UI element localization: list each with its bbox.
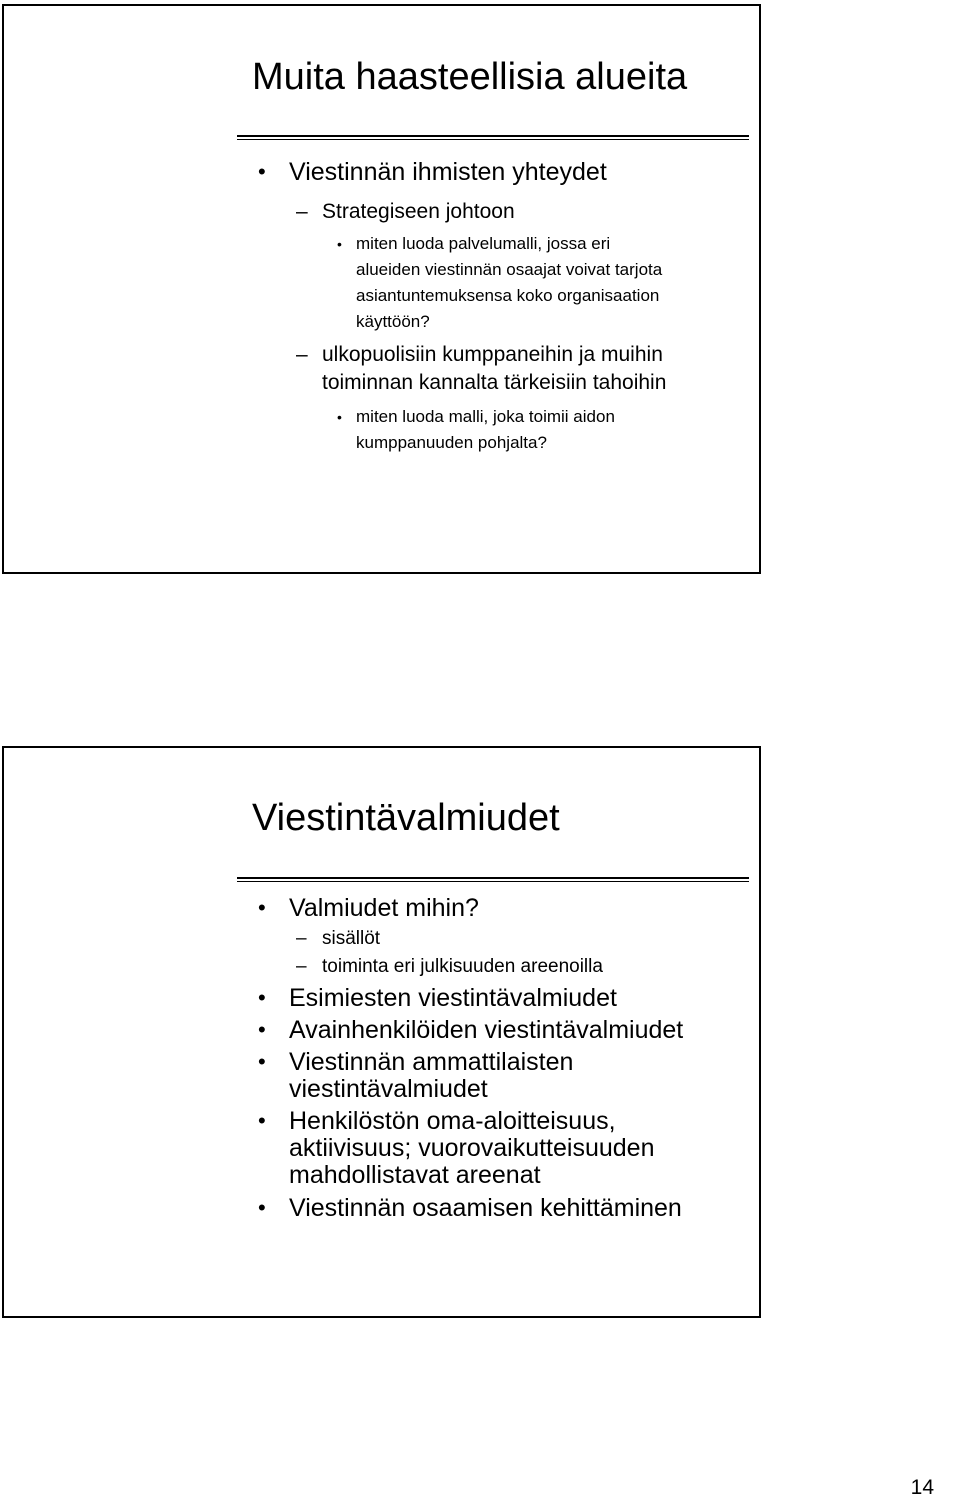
sub-bullet-text-line: toiminnan kannalta tärkeisiin tahoihin [322,371,667,394]
bullet-text-line: Viestinnän ammattilaisten [289,1048,574,1076]
slide-2 [2,746,761,1318]
bullet-icon: • [258,159,266,184]
bullet-icon: • [337,236,342,252]
dash-icon: – [296,343,308,366]
sub-sub-bullet-text-line: alueiden viestinnän osaajat voivat tarjota [356,260,663,279]
bullet-icon: • [337,409,342,425]
dash-icon: – [296,928,307,949]
bullet-icon: • [258,895,266,920]
sub-sub-bullet-text-line: käyttöön? [356,312,430,331]
slide-2-title: Viestintävalmiudet [252,797,560,839]
sub-sub-bullet-text-line: asiantuntemuksensa koko organisaation [356,286,660,305]
slide-1-title: Muita haasteellisia alueita [252,56,688,98]
title-divider [237,135,749,137]
sub-sub-bullet-text-line: kumppanuuden pohjalta? [356,433,547,452]
dash-icon: – [296,200,308,223]
bullet-icon: • [258,1195,266,1220]
bullet-text-line: Esimiesten viestintävalmiudet [289,984,617,1012]
bullet-text-line: Henkilöstön oma-aloitteisuus, [289,1107,616,1135]
sub-bullet-text-line: sisällöt [322,928,381,949]
bullet-text-line: Viestinnän osaamisen kehittäminen [289,1194,682,1222]
title-divider [237,877,749,879]
sub-bullet-text-line: Strategiseen johtoon [322,200,515,223]
bullet-text-line: viestintävalmiudet [289,1075,488,1103]
bullet-text-line: Viestinnän ihmisten yhteydet [289,158,607,186]
sub-sub-bullet-text-line: miten luoda malli, joka toimii aidon [356,407,615,426]
bullet-icon: • [258,1108,266,1133]
bullet-text-line: Avainhenkilöiden viestintävalmiudet [289,1016,684,1044]
dash-icon: – [296,956,307,977]
bullet-icon: • [258,985,266,1010]
slide-1 [2,4,761,574]
page-number: 14 [910,1476,934,1499]
bullet-text-line: aktiivisuus; vuorovaikutteisuuden [289,1134,655,1162]
bullet-text-line: Valmiudet mihin? [289,894,479,922]
sub-bullet-text-line: toiminta eri julkisuuden areenoilla [322,956,603,977]
bullet-icon: • [258,1049,266,1074]
bullet-icon: • [258,1017,266,1042]
sub-bullet-text-line: ulkopuolisiin kumppaneihin ja muihin [322,343,663,366]
bullet-text-line: mahdollistavat areenat [289,1161,541,1189]
sub-sub-bullet-text-line: miten luoda palvelumalli, jossa eri [356,234,611,253]
